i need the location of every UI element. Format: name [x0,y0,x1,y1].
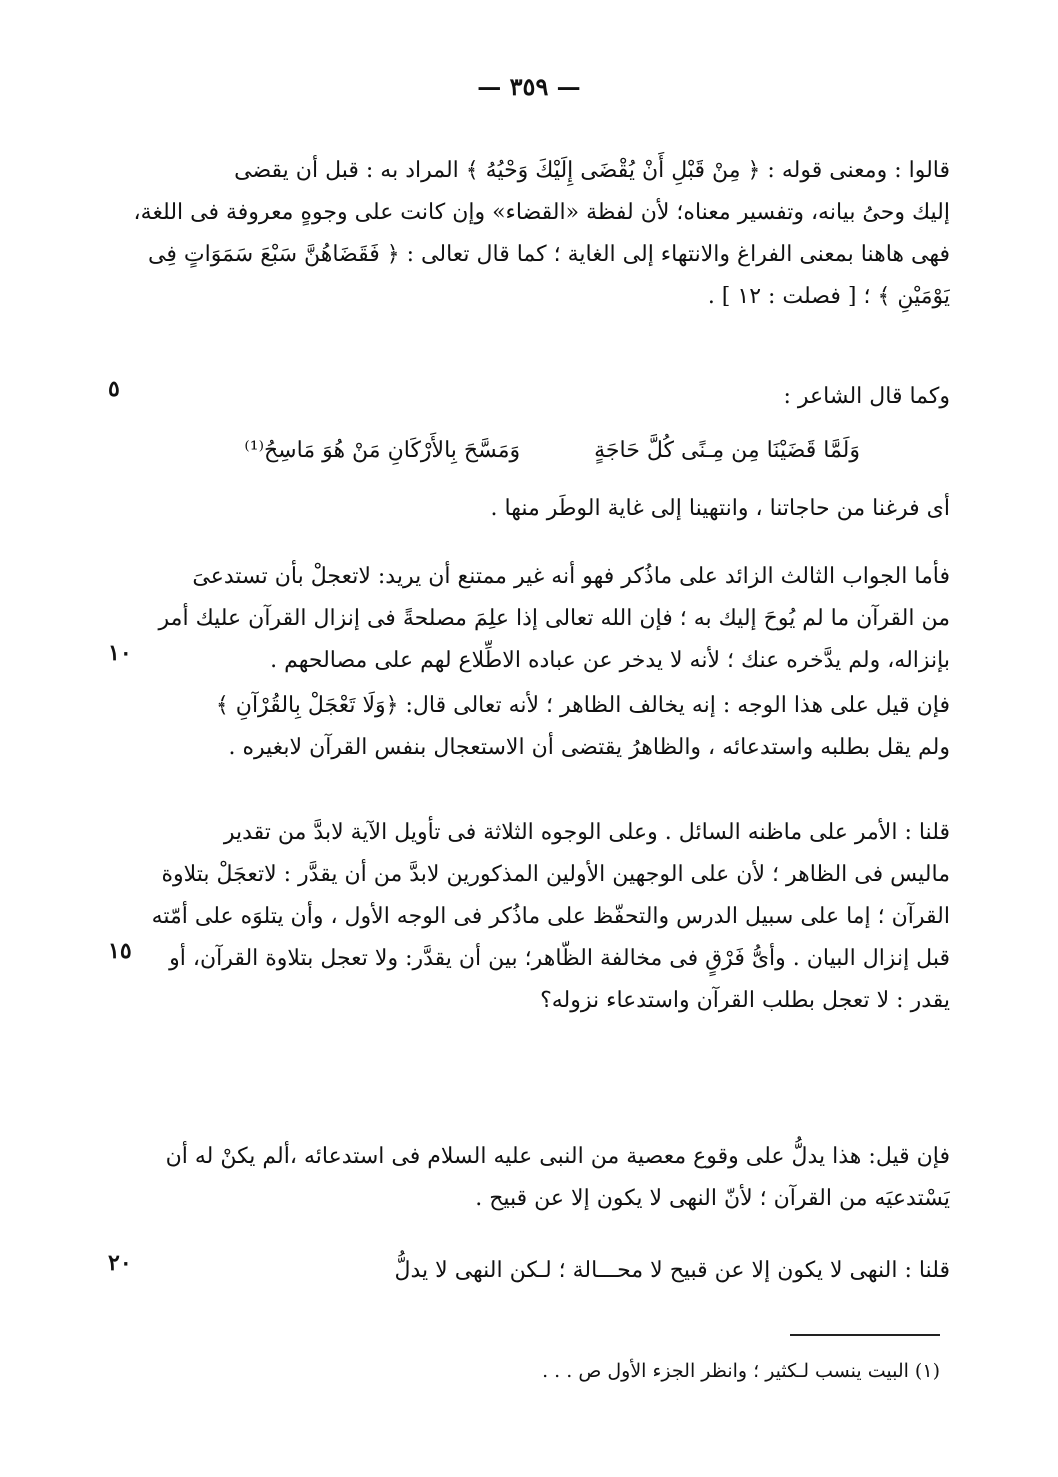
footnote: (١) البيت ينسب لـكثير ؛ وانظر الجزء الأول ص . . . [542,1360,940,1382]
verse-hemistich-first: وَلَمَّا قَضَيْنَا مِن مِـنًى كُلَّ حَاجَةٍ [594,438,860,463]
poet-intro [108,376,950,418]
text-line: قلنا : النهى لا يكون إلا عن قبيح لا محـــالة ؛ لـكن النهى لا يدلُّ [394,1258,950,1283]
text-line: يَوْمَيْنِ ﴾ ؛ [ فصلت : ١٢ ] . [707,284,950,309]
line-number-margin: ١٠ [108,640,132,666]
text-line: فإن قيل على هذا الوجه : إنه يخالف الظاهر ؛ لأنه تعالى قال: ﴿وَلَا تَعْجَلْ بِالقُرْآنِ ﴾ [215,693,950,718]
line-number-margin: ٢٠ [108,1250,132,1276]
text-line: فهى هاهنا بمعنى الفراغ والانتهاء إلى الغاية ؛ كما قال تعالى : ﴿ فَقَضَاهُنَّ سَبْعَ سَمَوَاتٍ فِى [148,242,950,267]
line-number-margin: ٥ [108,376,120,402]
text-line: بإنزاله، ولم يدَّخره عنك ؛ لأنه لا يدخر عن عباده الاطِّلاع لهم على مصالحهم . [270,648,950,673]
text-line: أى فرغنا من حاجاتنا ، وانتهينا إلى غاية الوطَر منها . [490,496,950,521]
text-line: قبل إنزال البيان . وأىُّ فَرْقٍ فى مخالفة الظّاهر؛ بين أن يقدَّر: ولا تعجل بتلاوة القرآن، أو [169,946,950,971]
verse-hemistich-second: وَمَسَّحَ بِالأَرْكَانِ مَنْ هُوَ مَاسِحُ⁽¹⁾ [244,438,521,463]
poetry-verse [220,430,860,472]
paragraph-3 [108,685,950,769]
line-number-margin: ١٥ [108,938,132,964]
paragraph-2 [108,556,950,682]
text-line: فإن قيل: هذا يدلُّ على وقوع معصية من النبى عليه السلام فى استدعائه ،ألم يكنْ له أن [165,1144,950,1169]
verse-explanation [108,488,950,530]
text-line: القرآن ؛ إما على سبيل الدرس والتحفّظ على ماذُكر فى الوجه الأول ، وأن يتلوَه على أمّته [151,904,950,929]
footnote-divider [790,1334,940,1336]
text-line: فأما الجواب الثالث الزائد على ماذُكر فهو أنه غير ممتنع أن يريد: لاتعجلْ بأن تستدعىَ [192,564,950,589]
page-number: — ٣٥٩ — [477,72,581,101]
text-line: قالوا : ومعنى قوله : ﴿ مِنْ قَبْلِ أَنْ يُقْضَى إِلَيْكَ وَحْيُهُ ﴾ المراد به : قبل أن يقضى [234,158,950,183]
text-line: من القرآن ما لم يُوحَ إليك به ؛ فإن الله تعالى إذا علِمَ مصلحةً فى إنزال القرآن عليك أمر [158,606,950,631]
text-line: يَسْتدعيَه من القرآن ؛ لأنّ النهى لا يكون إلا عن قبيح . [475,1186,950,1211]
text-line: إليك وحىُ بيانه، وتفسير معناه؛ لأن لفظة «القضاء» وإن كانت على وجوهٍ معروفة فى اللغة، [133,200,950,225]
paragraph-4 [108,812,950,1022]
text-line: يقدر : لا تعجل بطلب القرآن واستدعاء نزوله؟ [540,988,950,1013]
paragraph-5 [108,1136,950,1220]
text-line: ولم يقل بطلبه واستدعائه ، والظاهرُ يقتضى أن الاستعجال بنفس القرآن لابغيره . [228,735,950,760]
paragraph-6 [108,1250,950,1292]
paragraph-1 [108,150,950,318]
text-line: قلنا : الأمر على ماظنه السائل . وعلى الوجوه الثلاثة فى تأويل الآية لابدَّ من تقدير [223,820,950,845]
text-line: ماليس فى الظاهر ؛ لأن على الوجهين الأولين المذكورين لابدَّ من أن يقدَّر : لاتعجَلْ بتلاوة [161,862,950,887]
text-line: وكما قال الشاعر : [783,384,950,409]
